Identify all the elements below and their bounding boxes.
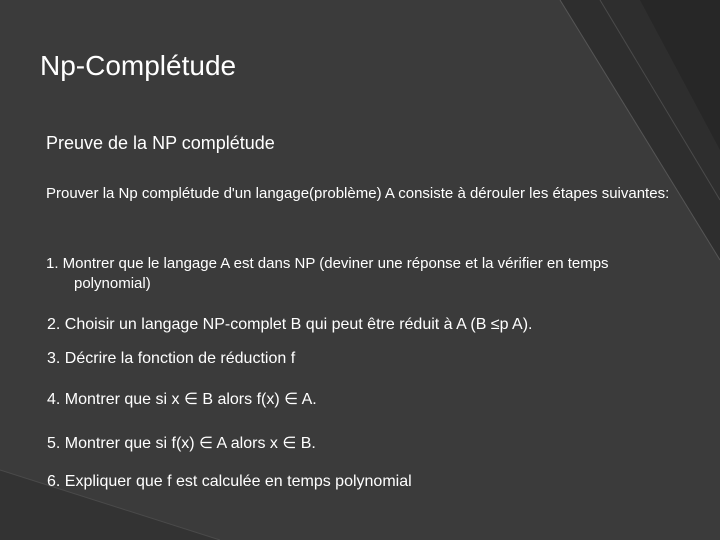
step-6: 6. Expliquer que f est calculée en temps polynomial xyxy=(47,473,412,490)
slide-subtitle: Preuve de la NP complétude xyxy=(46,133,275,153)
step-2: 2. Choisir un langage NP-complet B qui peut être réduit à A (B ≤p A). xyxy=(47,316,533,333)
step-4: 4. Montrer que si x ∈ B alors f(x) ∈ A. xyxy=(47,391,317,408)
step-1: 1. Montrer que le langage A est dans NP (deviner une réponse et la vérifier en temps polynomial) xyxy=(46,255,609,292)
step-3: 3. Décrire la fonction de réduction f xyxy=(47,350,296,367)
intro-paragraph: Prouver la Np complétude d'un langage(problème) A consiste à dérouler les étapes suivantes: xyxy=(46,185,670,202)
slide-title: Np-Complétude xyxy=(40,50,237,81)
step-5: 5. Montrer que si f(x) ∈ A alors x ∈ B. xyxy=(47,435,316,452)
